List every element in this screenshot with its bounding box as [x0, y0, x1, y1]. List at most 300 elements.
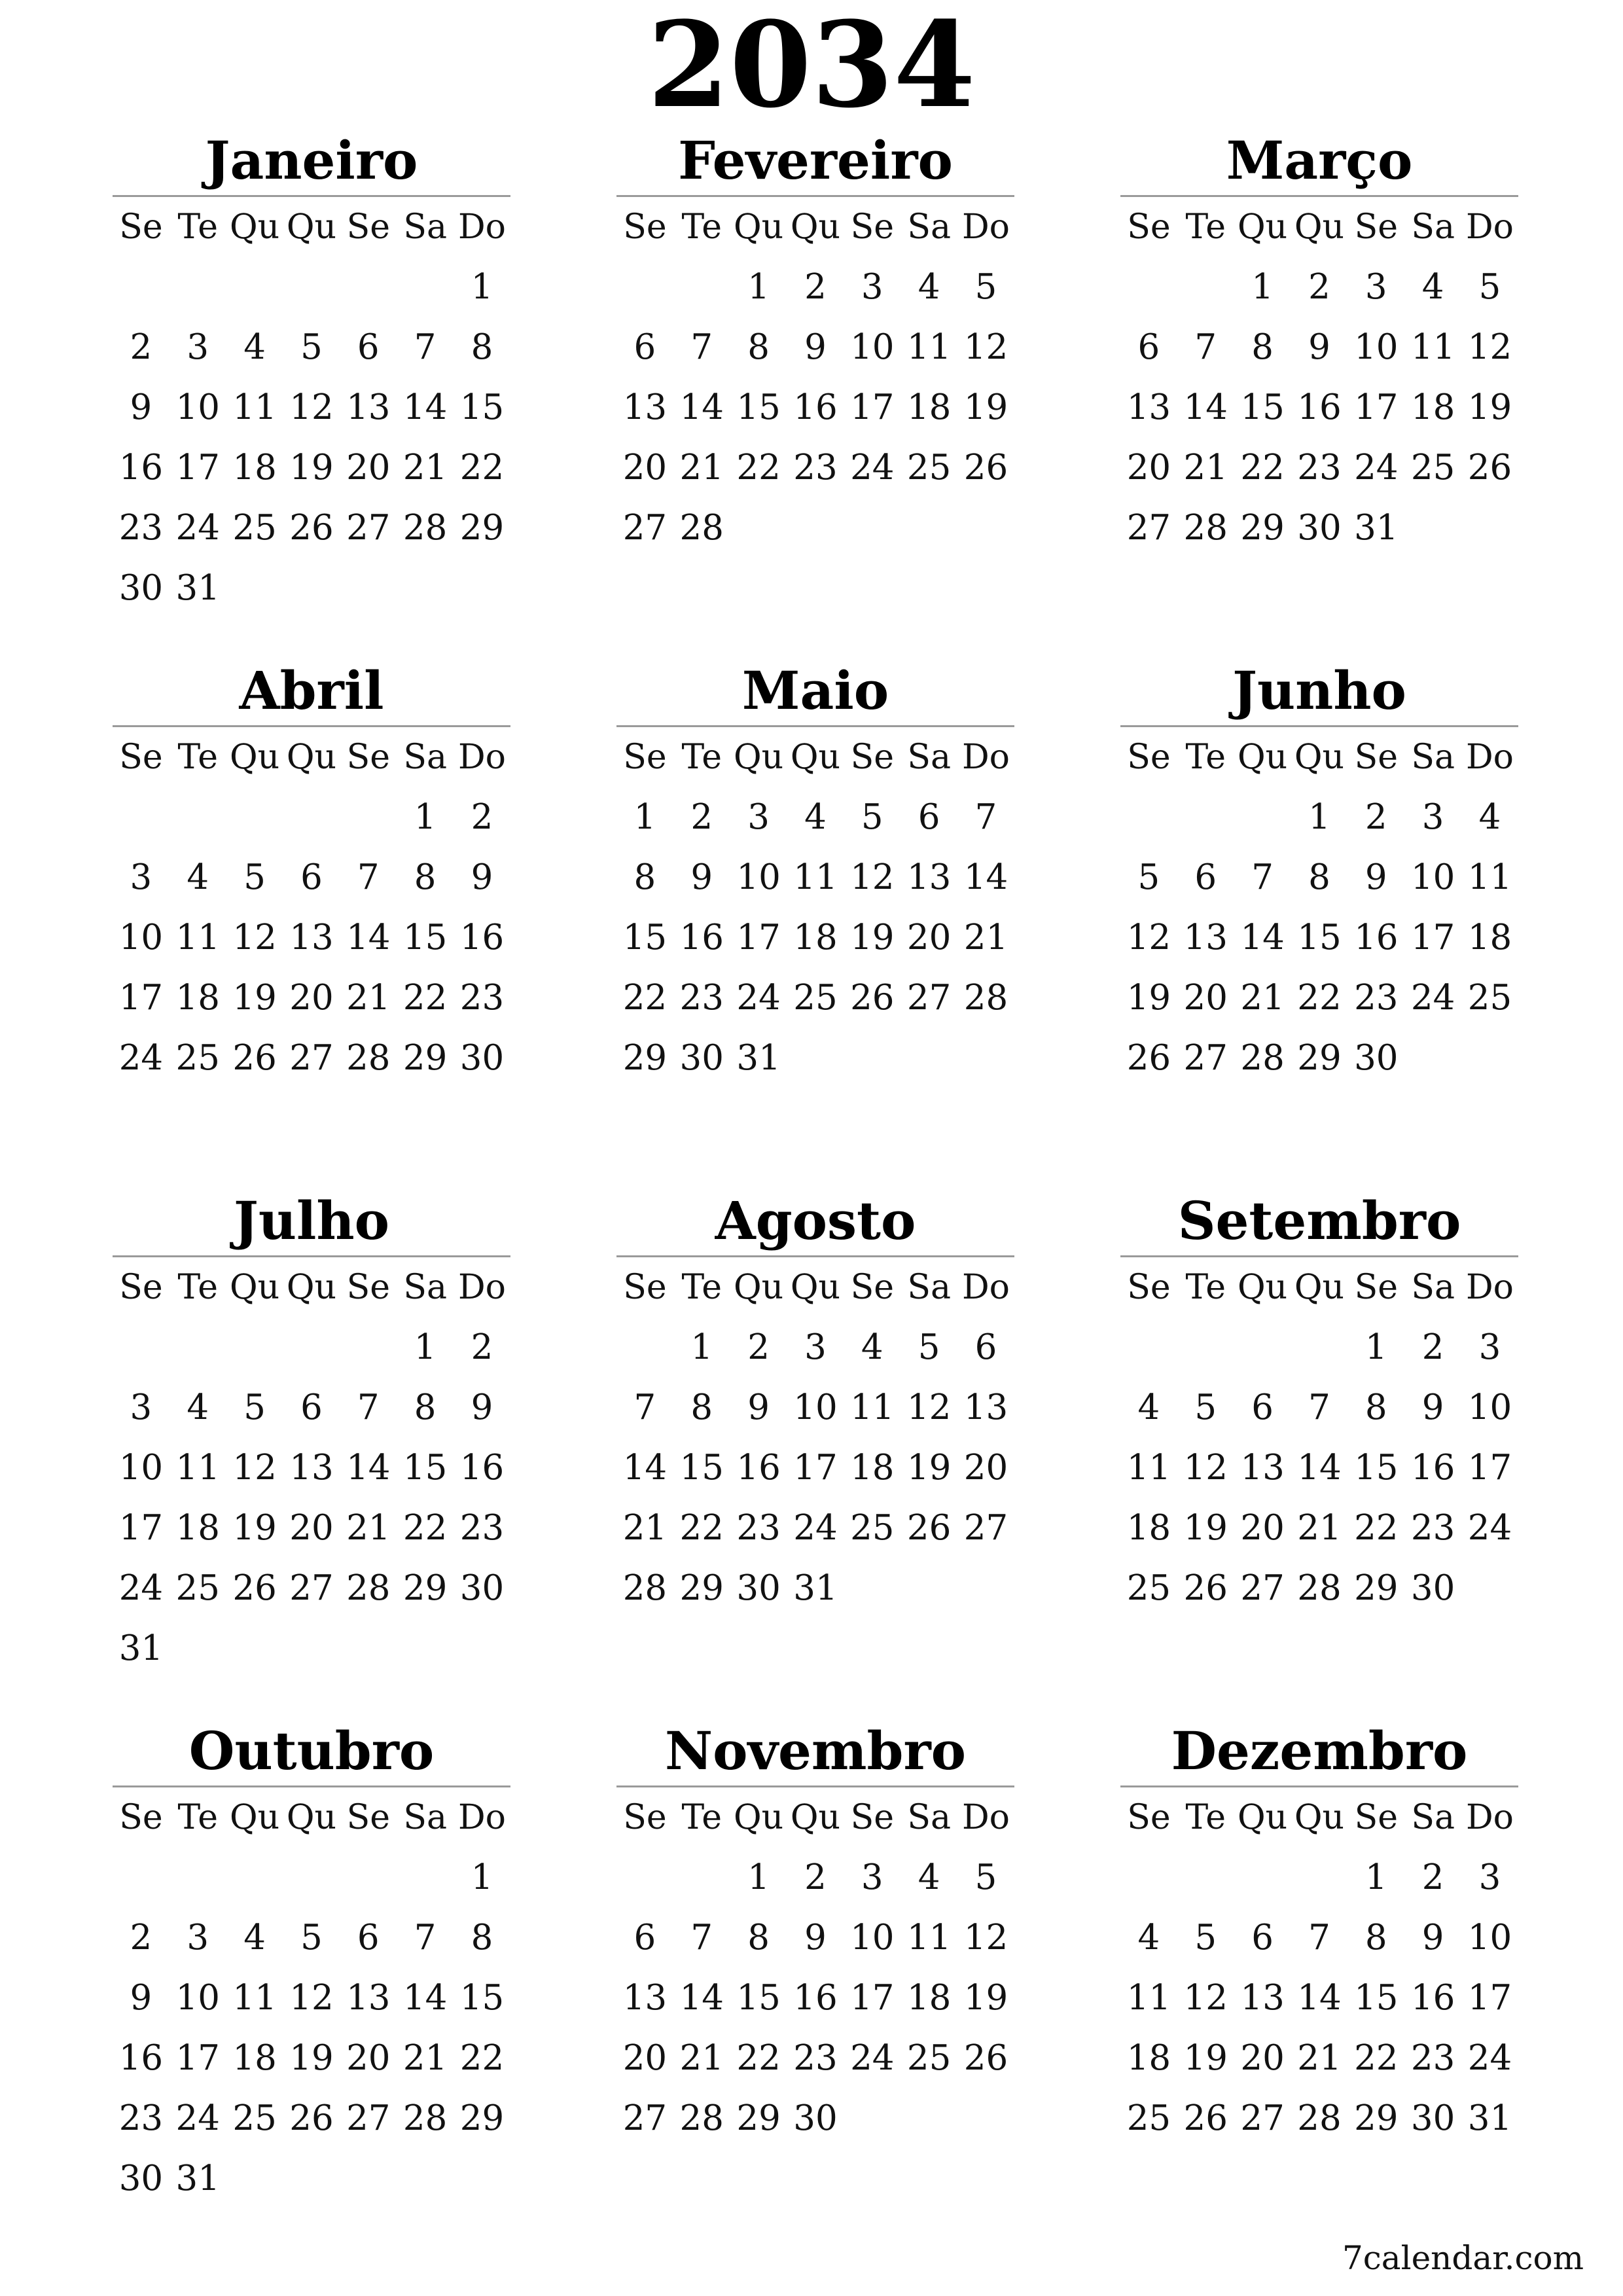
day-cell: 1	[747, 1857, 770, 1897]
day-cell: 21	[679, 448, 724, 488]
day-cell: 17	[175, 2038, 220, 2078]
day-cell: 27	[289, 1038, 334, 1078]
day-cell: 19	[1467, 387, 1512, 427]
day-cell: 8	[1364, 1918, 1387, 1958]
day-cell	[901, 498, 957, 558]
week-row	[1120, 2028, 1518, 2089]
day-cell	[340, 257, 397, 317]
day-cell: 7	[414, 1918, 437, 1958]
day-cell: 19	[232, 978, 277, 1018]
weekday-label: Qu	[230, 1798, 280, 1837]
week-row	[616, 378, 1014, 438]
day-cell: 4	[1137, 1918, 1160, 1958]
day-cell: 22	[1297, 978, 1342, 1018]
day-cell: 20	[1240, 2038, 1285, 2078]
day-cell: 19	[289, 448, 334, 488]
week-row	[616, 1318, 1014, 1378]
day-cell: 3	[1421, 797, 1444, 837]
weekday-label: Te	[1185, 1268, 1226, 1307]
weekday-label: Se	[1354, 738, 1398, 777]
day-cell: 15	[736, 387, 781, 427]
weekday-label: Qu	[734, 1798, 784, 1837]
day-cell: 19	[906, 1448, 952, 1488]
day-cell: 24	[850, 448, 895, 488]
day-cell	[1461, 1558, 1518, 1619]
day-cell: 26	[289, 508, 334, 548]
day-cell: 21	[1297, 2038, 1342, 2078]
week-row	[113, 1378, 510, 1438]
day-cell: 2	[130, 1918, 152, 1958]
weekday-label: Qu	[286, 1798, 337, 1837]
day-cell	[397, 257, 454, 317]
day-cell: 11	[1467, 857, 1512, 897]
day-cell: 10	[1467, 1388, 1512, 1427]
day-cell: 11	[850, 1388, 895, 1427]
day-cell: 16	[1410, 1448, 1455, 1488]
day-cell: 28	[402, 2098, 448, 2138]
day-cell: 21	[402, 2038, 448, 2078]
week-row	[616, 1028, 1014, 1088]
day-cell: 8	[690, 1388, 713, 1427]
month-name: Setembro	[1177, 1190, 1461, 1251]
week-row	[1120, 968, 1518, 1028]
day-cell: 1	[1364, 1327, 1387, 1367]
week-row	[1120, 1378, 1518, 1438]
weekday-label: Qu	[790, 738, 841, 777]
weekday-label: Te	[681, 1798, 722, 1837]
day-cell: 2	[804, 1857, 827, 1897]
day-cell: 3	[187, 327, 209, 367]
weekday-header-row	[113, 1257, 510, 1318]
weekday-label: Sa	[1411, 1268, 1455, 1307]
day-cell: 25	[1126, 1568, 1171, 1608]
weekday-label: Qu	[286, 207, 337, 247]
weekday-label: Te	[177, 1798, 218, 1837]
day-cell	[616, 1318, 673, 1378]
day-cell: 18	[850, 1448, 895, 1488]
month-name: Outubro	[188, 1720, 435, 1782]
day-cell: 30	[118, 568, 164, 608]
day-cell: 5	[1194, 1388, 1217, 1427]
day-cell	[1461, 498, 1518, 558]
day-cell: 23	[118, 508, 164, 548]
day-cell: 4	[918, 1857, 940, 1897]
weekday-label: Sa	[1411, 207, 1455, 247]
weekday-label: Se	[1354, 1268, 1398, 1307]
day-cell: 10	[850, 327, 895, 367]
weekday-label: Te	[681, 738, 722, 777]
weekday-label: Se	[1354, 207, 1398, 247]
day-cell: 29	[402, 1038, 448, 1078]
day-cell: 15	[1354, 1978, 1399, 2018]
day-cell	[340, 1848, 397, 1908]
day-cell: 17	[118, 978, 164, 1018]
day-cell: 14	[679, 1978, 724, 2018]
day-cell: 6	[633, 327, 656, 367]
day-cell: 20	[1183, 978, 1228, 1018]
month-block	[1120, 1191, 1518, 1619]
day-cell: 5	[300, 327, 323, 367]
day-cell: 15	[622, 918, 668, 958]
week-row	[1120, 1848, 1518, 1908]
weekday-label: Se	[623, 738, 667, 777]
day-cell: 8	[1364, 1388, 1387, 1427]
month-block	[1120, 131, 1518, 558]
week-row	[616, 1558, 1014, 1619]
week-row	[113, 1318, 510, 1378]
weekday-label: Sa	[403, 1798, 447, 1837]
day-cell: 20	[622, 2038, 668, 2078]
day-cell: 7	[690, 327, 713, 367]
weekday-header-row	[616, 1787, 1014, 1848]
day-cell: 6	[357, 327, 380, 367]
day-cell: 7	[357, 1388, 380, 1427]
day-cell: 18	[175, 1508, 220, 1548]
day-cell: 5	[861, 797, 883, 837]
day-cell: 16	[1297, 387, 1342, 427]
day-cell: 1	[690, 1327, 713, 1367]
day-cell: 4	[1478, 797, 1501, 837]
day-cell: 29	[402, 1568, 448, 1608]
day-cell: 18	[793, 918, 838, 958]
day-cell: 18	[1410, 387, 1455, 427]
week-row	[616, 1908, 1014, 1968]
weekday-label: Se	[850, 1798, 894, 1837]
weekday-label: Te	[177, 738, 218, 777]
day-cell: 14	[402, 1978, 448, 2018]
day-cell	[1291, 1318, 1348, 1378]
day-cell: 29	[1354, 2098, 1399, 2138]
day-cell: 17	[1410, 918, 1455, 958]
weekday-header-row	[1120, 727, 1518, 787]
day-cell: 4	[187, 1388, 209, 1427]
day-cell	[1461, 1028, 1518, 1088]
day-cell	[226, 1318, 283, 1378]
month-name: Junho	[1232, 660, 1406, 721]
week-row	[616, 1438, 1014, 1498]
day-cell	[169, 1619, 226, 1679]
day-cell: 16	[793, 387, 838, 427]
day-cell: 19	[1126, 978, 1171, 1018]
day-cell: 25	[906, 448, 952, 488]
weekday-label: Sa	[1411, 738, 1455, 777]
week-row	[113, 1908, 510, 1968]
weekday-label: Sa	[1411, 1798, 1455, 1837]
day-cell: 8	[747, 327, 770, 367]
day-cell: 22	[1354, 1508, 1399, 1548]
day-cell: 17	[736, 918, 781, 958]
day-cell: 12	[1467, 327, 1512, 367]
weekday-label: Do	[457, 1798, 506, 1837]
day-cell: 9	[690, 857, 713, 897]
week-row	[1120, 438, 1518, 498]
day-cell	[901, 2089, 957, 2149]
day-cell: 11	[175, 918, 220, 958]
day-cell: 11	[906, 1918, 952, 1958]
day-cell: 9	[1308, 327, 1330, 367]
day-cell: 26	[232, 1568, 277, 1608]
day-cell: 15	[1297, 918, 1342, 958]
day-cell: 3	[861, 1857, 883, 1897]
weekday-label: Se	[1127, 1268, 1171, 1307]
day-cell: 14	[1297, 1978, 1342, 2018]
day-cell: 26	[1126, 1038, 1171, 1078]
day-cell: 17	[1467, 1978, 1512, 2018]
site-credit: 7calendar.com	[1342, 2239, 1584, 2277]
day-cell: 17	[850, 1978, 895, 2018]
week-row	[113, 378, 510, 438]
weekday-label: Do	[961, 1798, 1010, 1837]
day-cell: 28	[346, 1568, 391, 1608]
weekday-label: Do	[961, 1268, 1010, 1307]
day-cell: 5	[243, 857, 266, 897]
day-cell: 23	[793, 448, 838, 488]
day-cell	[454, 1619, 510, 1679]
day-cell: 26	[289, 2098, 334, 2138]
month-name: Fevereiro	[678, 130, 953, 191]
day-cell: 23	[1354, 978, 1399, 1018]
weekday-label: Se	[850, 1268, 894, 1307]
day-cell	[283, 787, 340, 848]
day-cell: 20	[1240, 1508, 1285, 1548]
weekday-label: Sa	[907, 1268, 951, 1307]
day-cell: 24	[793, 1508, 838, 1548]
day-cell: 7	[690, 1918, 713, 1958]
day-cell: 23	[459, 978, 505, 1018]
day-cell: 23	[736, 1508, 781, 1548]
day-cell: 5	[974, 267, 997, 307]
day-cell: 30	[1297, 508, 1342, 548]
day-cell: 6	[300, 857, 323, 897]
week-row	[616, 968, 1014, 1028]
day-cell: 10	[850, 1918, 895, 1958]
day-cell: 15	[402, 918, 448, 958]
day-cell: 3	[861, 267, 883, 307]
week-row	[113, 1498, 510, 1558]
day-cell: 18	[1126, 2038, 1171, 2078]
week-row	[113, 558, 510, 619]
week-row	[1120, 1968, 1518, 2028]
month-name: Março	[1226, 130, 1413, 191]
day-cell: 14	[1183, 387, 1228, 427]
weekday-label: Qu	[286, 738, 337, 777]
day-cell: 28	[1240, 1038, 1285, 1078]
day-cell: 10	[1354, 327, 1399, 367]
weekday-label: Se	[119, 738, 163, 777]
week-row	[113, 1558, 510, 1619]
day-cell: 31	[175, 2159, 220, 2198]
weekday-label: Se	[1127, 1798, 1171, 1837]
day-cell: 2	[747, 1327, 770, 1367]
day-cell: 27	[906, 978, 952, 1018]
weekday-label: Te	[1185, 207, 1226, 247]
day-cell: 16	[459, 918, 505, 958]
day-cell: 7	[1251, 857, 1274, 897]
month-block	[1120, 661, 1518, 1088]
day-cell	[844, 1558, 901, 1619]
day-cell	[1177, 787, 1234, 848]
week-row	[616, 2028, 1014, 2089]
week-row	[616, 787, 1014, 848]
day-cell: 24	[118, 1568, 164, 1608]
day-cell	[673, 1848, 730, 1908]
day-cell: 14	[346, 918, 391, 958]
weekday-header-row	[113, 197, 510, 257]
weekday-label: Do	[1465, 1798, 1514, 1837]
day-cell: 21	[1297, 1508, 1342, 1548]
day-cell: 29	[459, 2098, 505, 2138]
day-cell: 28	[963, 978, 1008, 1018]
day-cell: 10	[1410, 857, 1455, 897]
day-cell	[113, 257, 169, 317]
day-cell: 21	[1240, 978, 1285, 1018]
weekday-label: Qu	[790, 1798, 841, 1837]
day-cell: 16	[736, 1448, 781, 1488]
day-cell: 5	[974, 1857, 997, 1897]
day-cell: 11	[1410, 327, 1455, 367]
day-cell: 29	[459, 508, 505, 548]
day-cell: 19	[1183, 2038, 1228, 2078]
week-row	[616, 1848, 1014, 1908]
day-cell: 3	[1478, 1857, 1501, 1897]
day-cell: 31	[1467, 2098, 1512, 2138]
week-row	[113, 257, 510, 317]
day-cell: 26	[850, 978, 895, 1018]
week-row	[113, 848, 510, 908]
day-cell: 8	[414, 1388, 437, 1427]
day-cell	[901, 1028, 957, 1088]
day-cell: 12	[963, 1918, 1008, 1958]
day-cell: 9	[1364, 857, 1387, 897]
day-cell: 27	[1183, 1038, 1228, 1078]
day-cell	[113, 1848, 169, 1908]
day-cell: 3	[804, 1327, 827, 1367]
day-cell: 27	[1240, 2098, 1285, 2138]
day-cell: 29	[679, 1568, 724, 1608]
month-block	[616, 1721, 1014, 2149]
day-cell: 2	[1308, 267, 1330, 307]
day-cell	[397, 558, 454, 619]
day-cell: 31	[175, 568, 220, 608]
day-cell	[1120, 787, 1177, 848]
day-cell: 11	[175, 1448, 220, 1488]
day-cell: 9	[804, 327, 827, 367]
week-row	[113, 2028, 510, 2089]
day-cell: 27	[346, 2098, 391, 2138]
weekday-label: Te	[1185, 738, 1226, 777]
day-cell: 2	[130, 327, 152, 367]
day-cell	[901, 1558, 957, 1619]
day-cell: 19	[850, 918, 895, 958]
day-cell: 24	[175, 2098, 220, 2138]
week-row	[616, 317, 1014, 378]
day-cell	[397, 2149, 454, 2209]
day-cell: 18	[906, 387, 952, 427]
day-cell: 2	[1421, 1327, 1444, 1367]
weekday-label: Do	[457, 738, 506, 777]
day-cell: 30	[1410, 1568, 1455, 1608]
week-row	[113, 968, 510, 1028]
day-cell: 2	[1421, 1857, 1444, 1897]
day-cell	[226, 2149, 283, 2209]
day-cell: 22	[622, 978, 668, 1018]
weekday-label: Qu	[734, 738, 784, 777]
weekday-label: Se	[1127, 207, 1171, 247]
day-cell: 12	[1183, 1978, 1228, 2018]
weekday-header-row	[616, 727, 1014, 787]
day-cell: 30	[793, 2098, 838, 2138]
day-cell: 19	[289, 2038, 334, 2078]
weekday-label: Qu	[1238, 1798, 1288, 1837]
day-cell: 4	[187, 857, 209, 897]
day-cell: 23	[679, 978, 724, 1018]
day-cell: 25	[850, 1508, 895, 1548]
day-cell	[226, 1619, 283, 1679]
day-cell: 4	[804, 797, 827, 837]
month-block	[113, 1191, 510, 1679]
day-cell: 27	[1126, 508, 1171, 548]
day-cell: 21	[622, 1508, 668, 1548]
day-cell: 22	[402, 978, 448, 1018]
month-block	[616, 1191, 1014, 1619]
day-cell: 23	[118, 2098, 164, 2138]
week-row	[1120, 1908, 1518, 1968]
day-cell: 17	[118, 1508, 164, 1548]
day-cell: 9	[130, 1978, 152, 2018]
day-cell: 7	[633, 1388, 656, 1427]
day-cell: 22	[1354, 2038, 1399, 2078]
day-cell	[957, 1028, 1014, 1088]
day-cell: 26	[963, 2038, 1008, 2078]
month-name: Maio	[741, 660, 889, 721]
day-cell: 13	[1126, 387, 1171, 427]
weekday-label: Do	[457, 1268, 506, 1307]
week-row	[1120, 498, 1518, 558]
day-cell	[1177, 257, 1234, 317]
day-cell: 24	[850, 2038, 895, 2078]
day-cell	[1120, 1318, 1177, 1378]
weekday-label: Qu	[230, 1268, 280, 1307]
day-cell: 3	[130, 1388, 152, 1427]
day-cell	[169, 257, 226, 317]
day-cell: 29	[736, 2098, 781, 2138]
day-cell	[616, 257, 673, 317]
day-cell	[113, 787, 169, 848]
weekday-label: Qu	[1238, 1268, 1288, 1307]
day-cell	[454, 2149, 510, 2209]
day-cell	[169, 1318, 226, 1378]
day-cell: 18	[1467, 918, 1512, 958]
day-cell: 1	[471, 267, 493, 307]
day-cell: 22	[402, 1508, 448, 1548]
day-cell: 1	[1364, 1857, 1387, 1897]
day-cell: 19	[1183, 1508, 1228, 1548]
day-cell: 19	[963, 1978, 1008, 2018]
day-cell: 28	[1297, 1568, 1342, 1608]
year-title: 2034	[647, 0, 976, 134]
day-cell	[226, 558, 283, 619]
day-cell: 12	[963, 327, 1008, 367]
day-cell: 28	[1297, 2098, 1342, 2138]
weekday-label: Sa	[907, 1798, 951, 1837]
day-cell: 4	[861, 1327, 883, 1367]
weekday-label: Do	[961, 738, 1010, 777]
day-cell: 10	[736, 857, 781, 897]
day-cell	[787, 1028, 844, 1088]
day-cell: 30	[459, 1568, 505, 1608]
week-row	[616, 2089, 1014, 2149]
weekday-label: Sa	[907, 738, 951, 777]
